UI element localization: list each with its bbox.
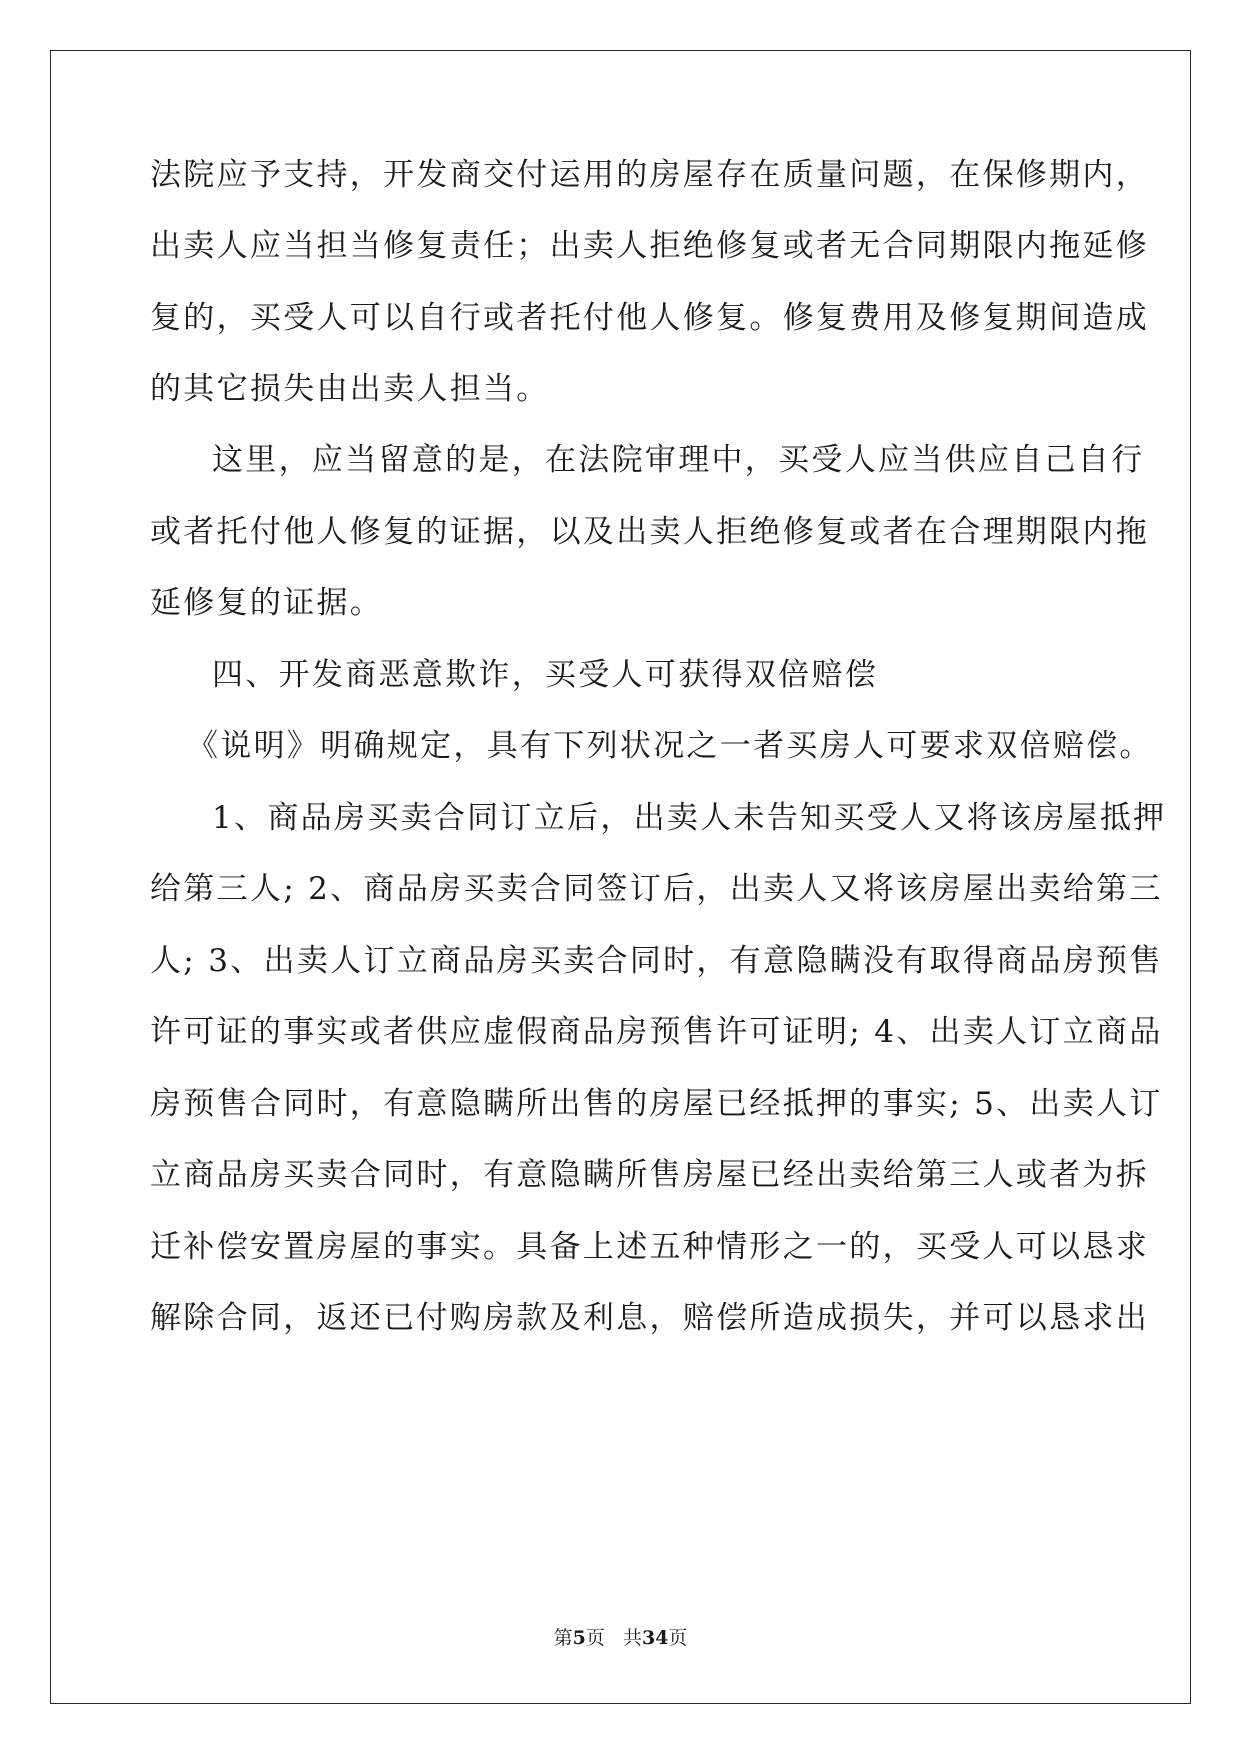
footer-prefix: 第 (553, 1627, 573, 1649)
body-line: 法院应予支持，开发商交付运用的房屋存在质量问题，在保修期内， (150, 157, 1149, 193)
total-pages: 34 (641, 1627, 669, 1649)
body-line: 给第三人; 2、商品房买卖合同签订后，出卖人又将该房屋出卖给第三 (150, 871, 1163, 907)
footer-total-unit: 页 (668, 1627, 688, 1649)
body-line: 立商品房买卖合同时，有意隐瞒所售房屋已经出卖给第三人或者为拆 (150, 1157, 1149, 1193)
body-line: 出卖人应当担当修复责任；出卖人拒绝修复或者无合同期限内拖延修 (150, 228, 1149, 264)
body-line: 或者托付他人修复的证据，以及出卖人拒绝修复或者在合理期限内拖 (150, 514, 1149, 550)
body-line: 房预售合同时，有意隐瞒所出售的房屋已经抵押的事实; 5、出卖人订 (150, 1086, 1163, 1122)
page-footer (0, 1626, 1241, 1650)
body-line: 复的，买受人可以自行或者托付他人修复。修复费用及修复期间造成 (150, 300, 1149, 336)
body-line: 许可证的事实或者供应虚假商品房预售许可证明; 4、出卖人订立商品 (150, 1014, 1163, 1050)
body-line: 《说明》明确规定，具有下列状况之一者买房人可要求双倍赔偿。 (187, 728, 1153, 764)
footer-page-unit: 页 (585, 1627, 605, 1649)
body-line: 1、商品房买卖合同订立后，出卖人未告知买受人又将该房屋抵押 (212, 800, 1167, 836)
section-heading: 四、开发商恶意欺诈，买受人可获得双倍赔偿 (212, 657, 878, 693)
body-line: 迁补偿安置房屋的事实。具备上述五种情形之一的，买受人可以恳求 (150, 1229, 1149, 1265)
body-line: 这里，应当留意的是，在法院审理中，买受人应当供应自己自行 (212, 442, 1145, 478)
page-number: 5 (572, 1627, 586, 1649)
body-line: 人; 3、出卖人订立商品房买卖合同时，有意隐瞒没有取得商品房预售 (150, 943, 1163, 979)
body-line: 延修复的证据。 (150, 585, 384, 621)
footer-total-prefix: 共 (622, 1627, 642, 1649)
body-line: 的其它损失由出卖人担当。 (150, 371, 550, 407)
body-line: 解除合同，返还已付购房款及利息，赔偿所造成损失，并可以恳求出 (150, 1300, 1149, 1336)
